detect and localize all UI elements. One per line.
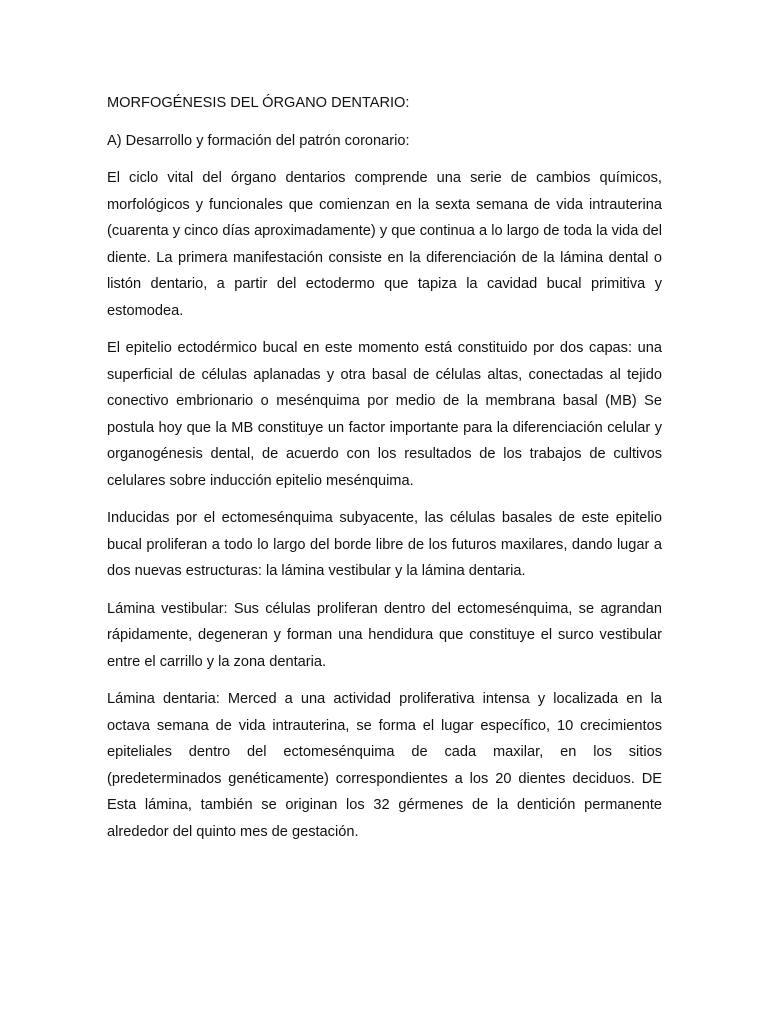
paragraph-ciclo-vital: El ciclo vital del órgano dentarios comprende una serie de cambios químicos, morfológicos y funcionales que comienzan en la sexta semana de vida intrauterina (cuarenta y cinco días aproximadamente) y que continua a lo largo de toda la vida del diente. La primera manifestación consiste en la diferenciación de la lámina dental o listón dentario, a partir del ectodermo que tapiza la cavidad bucal primitiva y estomodea. [107,170,662,319]
paragraph-lamina-dentaria: Lámina dentaria: Merced a una actividad proliferativa intensa y localizada en la octava semana de vida intrauterina, se forma el lugar específico, 10 crecimientos epiteliales dentro del ectomesénquima de cada maxilar, en los sitios (predeterminados genéticamente) correspondientes a los 20 dientes deciduos. DE Esta lámina, también se originan los 32 gérmenes de la dentición permanente alrededor del quinto mes de gestación. [107,691,662,840]
document-body [107,90,662,856]
paragraph-lamina-vestibular: Lámina vestibular: Sus células proliferan dentro del ectomesénquima, se agrandan rápidamente, degeneran y forman una hendidura que constituye el surco vestibular entre el carrillo y la zona dentaria. [107,600,662,670]
document-title: MORFOGÉNESIS DEL ÓRGANO DENTARIO: [107,95,410,111]
paragraph-inducidas: Inducidas por el ectomesénquima subyacente, las células basales de este epitelio bucal proliferan a todo lo largo del borde libre de los futuros maxilares, dando lugar a dos nuevas estructuras: la lámina vestibular y la lámina dentaria. [107,510,662,579]
section-heading: A) Desarrollo y formación del patrón coronario: [107,132,410,149]
paragraph-epitelio: El epitelio ectodérmico bucal en este momento está constituido por dos capas: una superficial de células aplanadas y otra basal de células altas, conectadas al tejido conectivo embrionario o mesénquima por medio de la membrana basal (MB) Se postula hoy que la MB constituye un factor importante para la diferenciación celular y organogénesis dental, de acuerdo con los resultados de los trabajos de cultivos celulares sobre inducción epitelio mesénquima. [107,340,662,489]
